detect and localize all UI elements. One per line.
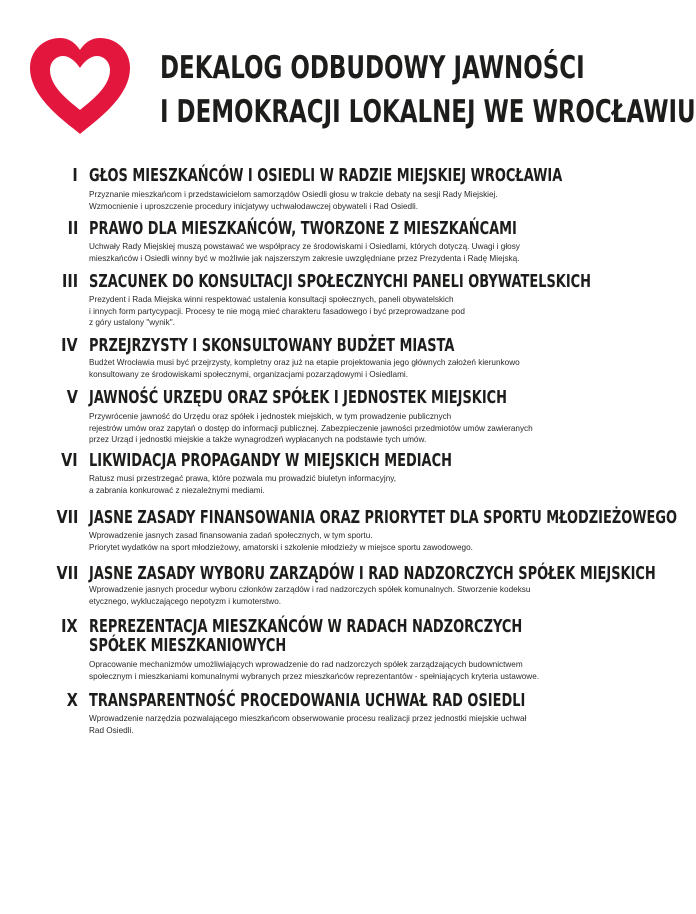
item-numeral: V [66, 387, 78, 408]
item-description: Wprowadzenie narzędzia pozwalającego mieszkańcom obserwowanie procesu realizacji przez jednostki miejskie uchwał Rad Osiedli. [89, 714, 527, 735]
item-description: Wprowadzenie jasnych zasad finansowania zadań społecznych, w tym sportu. Priorytet wydatków na sport młodzieżowy, amatorski i szkolenie młodzieży w miejsce sportu zawodowego. [89, 531, 473, 552]
item-description: Opracowanie mechanizmów umożliwiających wprowadzenie do rad nadzorczych spółek zarządzających budownictwem społecznym i mieszkaniami komunalnymi wybranych przez mieszkańców reprezentantów - spełniających kryteria ustawowe. [89, 660, 540, 681]
item-description: Ratusz musi przestrzegać prawa, które pozwala mu prowadzić biuletyn informacyjny, a zabrania konkurować z niezależnymi mediami. [89, 474, 397, 495]
item-numeral: II [67, 218, 78, 239]
item-numeral: X [66, 690, 78, 711]
item-description: Wprowadzenie jasnych procedur wyboru członków zarządów i rad nadzorczych spółek komunalnych. Stworzenie kodeksu etycznego, wykluczającego nepotyzm i kumoterstwo. [89, 585, 531, 606]
heart-icon [26, 36, 134, 136]
item-heading: GŁOS MIESZKAŃCÓW I OSIEDLI W RADZIE MIEJSKIEJ WROCŁAWIA [89, 165, 563, 186]
item-numeral: III [61, 271, 78, 292]
item-heading: PRAWO DLA MIESZKAŃCÓW, TWORZONE Z MIESZKAŃCAMI [89, 218, 517, 239]
item-numeral: IV [61, 335, 78, 356]
item-numeral: VII [56, 563, 78, 584]
item-heading: JASNE ZASADY FINANSOWANIA ORAZ PRIORYTET DLA SPORTU MŁODZIEŻOWEGO [89, 507, 678, 528]
item-numeral: VI [61, 450, 78, 471]
item-heading: SZACUNEK DO KONSULTACJI SPOŁECZNYCHI PANELI OBYWATELSKICH [89, 271, 592, 292]
item-heading: LIKWIDACJA PROPAGANDY W MIEJSKICH MEDIACH [89, 450, 452, 471]
item-numeral: I [72, 165, 78, 186]
item-heading: PRZEJRZYSTY I SKONSULTOWANY BUDŻET MIASTA [89, 335, 455, 356]
item-heading: TRANSPARENTNOŚĆ PROCEDOWANIA UCHWAŁ RAD OSIEDLI [89, 690, 526, 711]
item-numeral: VII [56, 507, 78, 528]
item-heading: REPREZENTACJA MIESZKAŃCÓW W RADACH NADZORCZYCH SPÓŁEK MIESZKANIOWYCH [89, 616, 523, 656]
item-description: Przywrócenie jawność do Urzędu oraz spółek i jednostek miejskich, w tym prowadzenie publicznych rejestrów umów oraz zapytań o dostęp do informacji publicznej. Zabezpieczenie jawności przedmiotów umów zawieranych przez Urząd i jednostki miejskie a także wynagrodzeń wypłacanych na podstawie tych umów. [89, 412, 533, 444]
item-description: Prezydent i Rada Miejska winni respektować ustalenia konsultacji społecznych, paneli obywatelskich i innych form partycypacji. Procesy te nie mogą mieć charakteru fasadowego i być przeprowadzane pod z góry ustalony "wynik". [89, 295, 465, 327]
item-description: Uchwały Rady Miejskiej muszą powstawać we współpracy ze środowiskami i Osiedlami, których dotyczą. Uwagi i głosy mieszkańców i Osiedli winny być w możliwie jak najszerszym zakresie uwzględniane przez Prezydenta i Radę Miejską. [89, 242, 520, 263]
item-description: Budżet Wrocławia musi być przejrzysty, kompletny oraz już na etapie projektowania jego głównych założeń kierunkowo konsultowany ze środowiskami społecznymi, organizacjami pozarządowymi i Osiedlami. [89, 358, 520, 379]
title-line-1: DEKALOG ODBUDOWY JAWNOŚCI [160, 50, 585, 86]
page-title [160, 48, 696, 132]
item-heading: JAWNOŚĆ URZĘDU ORAZ SPÓŁEK I JEDNOSTEK MIEJSKICH [89, 387, 508, 408]
item-heading: JASNE ZASADY WYBORU ZARZĄDÓW I RAD NADZORCZYCH SPÓŁEK MIEJSKICH [89, 563, 656, 584]
item-description: Przyznanie mieszkańcom i przedstawicielom samorządów Osiedli głosu w trakcie debaty na sesji Rady Miejskiej. Wzmocnienie i uproszczenie procedury inicjatywy uchwałodawczej obywateli i Rad Osiedli. [89, 190, 498, 211]
title-line-2: I DEMOKRACJI LOKALNEJ WE WROCŁAWIU [160, 94, 696, 130]
item-numeral: IX [61, 616, 78, 637]
